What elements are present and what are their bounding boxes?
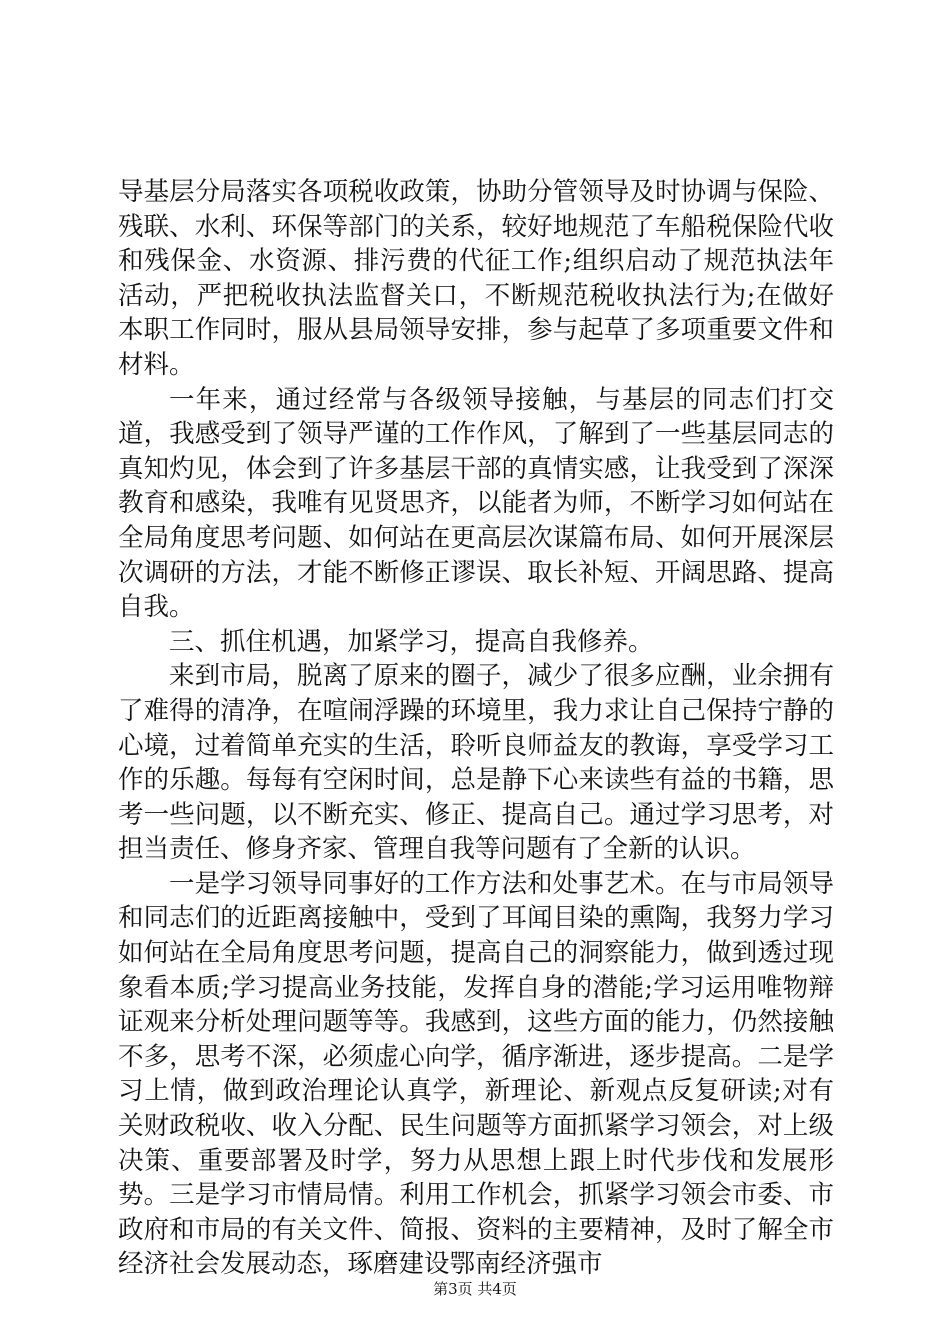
paragraph-city-bureau: 来到市局，脱离了原来的圈子，减少了很多应酬，业余拥有了难得的清净，在喧闹浮躁的环境里，我力求让自己保持宁静的心境，过着简单充实的生活，聆听良师益友的教诲，享受学习工作的乐趣。每每有空闲时间，总是静下心来读些有益的书籍，思考一些问题，以不断充实、修正、提高自己。通过学习思考，对担当责任、修身齐家、管理自我等问题有了全新的认识。 [118,661,834,865]
paragraph-experience: 一年来，通过经常与各级领导接触，与基层的同志们打交道，我感受到了领导严谨的工作作风，了解到了一些基层同志的真知灼见，体会到了许多基层干部的真情实感，让我受到了深深教育和感染，我唯有见贤思齐，以能者为师，不断学习如何站在全局角度思考问题、如何站在更高层次谋篇布局、如何开展深层次调研的方法，才能不断修正谬误、取长补短、开阔思路、提高自我。 [118,384,834,623]
page-footer: 第3页 共4页 [433,1280,517,1298]
paragraph-continued: 导基层分局落实各项税收政策，协助分管领导及时协调与保险、残联、水利、环保等部门的关系，较好地规范了车船税保险代收和残保金、水资源、排污费的代征工作;组织启动了规范执法年活动，严把税收执法监督关口，不断规范税收执法行为;在做好本职工作同时，服从县局领导安排，参与起草了多项重要文件和材料。 [118,177,834,380]
paragraph-learning: 一是学习领导同事好的工作方法和处事艺术。在与市局领导和同志们的近距离接触中，受到了耳闻目染的熏陶，我努力学习如何站在全局角度思考问题，提高自己的洞察能力，做到透过现象看本质;学习提高业务技能，发挥自身的潜能;学习运用唯物辩证观来分析处理问题等等。我感到，这些方面的能力，仍然接触不多，思考不深，必须虚心向学，循序渐进，逐步提高。二是学习上情，做到政治理论认真学，新理论、新观点反复研读;对有关财政税收、收入分配、民生问题等方面抓紧学习领会，对上级决策、重要部署及时学，努力从思想上跟上时代步伐和发展形势。三是学习市情局情。利用工作机会，抓紧学习领会市委、市政府和市局的有关文件、简报、资料的主要精神，及时了解全市经济社会发展动态，琢磨建设鄂南经济强市 [118,868,834,1280]
document-body [118,175,834,1282]
section-heading: 三、抓住机遇，加紧学习，提高自我修养。 [169,626,654,657]
